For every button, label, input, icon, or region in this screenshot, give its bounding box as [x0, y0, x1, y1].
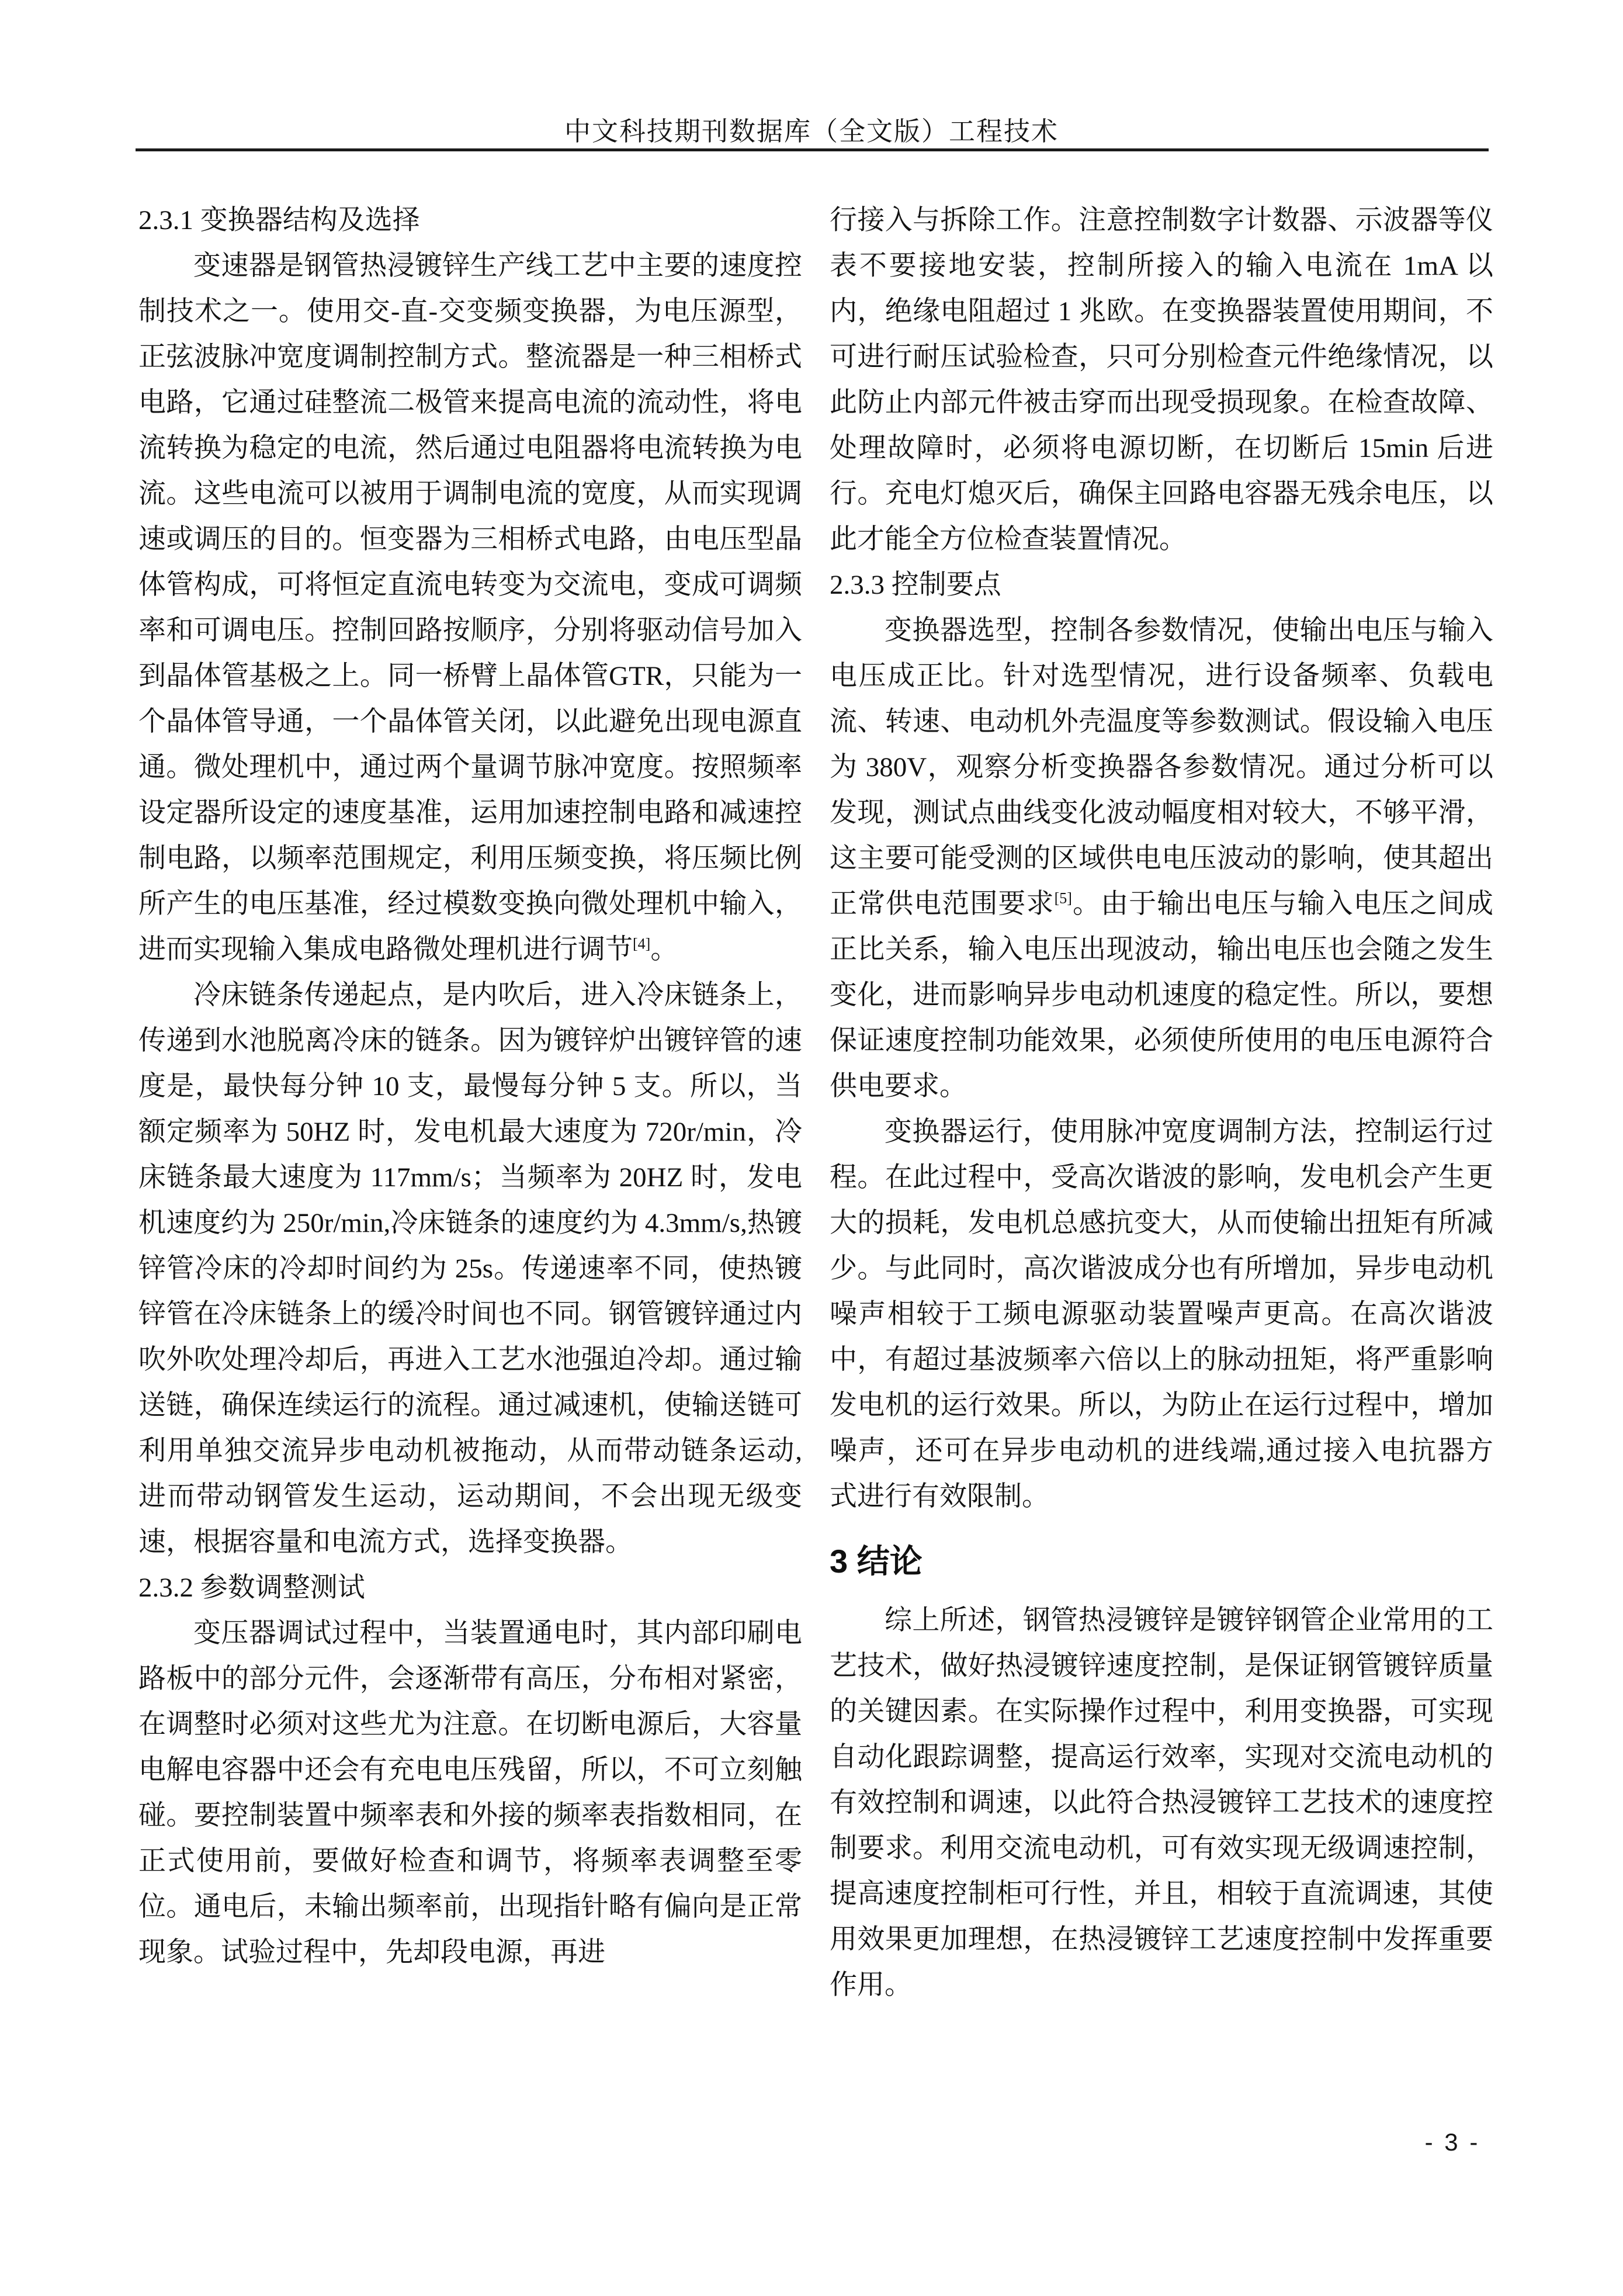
paragraph-converter-structure: 变速器是钢管热浸镀锌生产线工艺中主要的速度控制技术之一。使用交-直-交变频变换器，为电压源型，正弦波脉冲宽度调制控制方式。整流器是一种三相桥式电路，它通过硅整流二极管来提高电流的流动性，将电流转换为稳定的电流，然后通过电阻器将电流转换为电流。这些电流可以被用于调制电流的宽度，从而实现调速或调压的目的。恒变器为三相桥式电路，由电压型晶体管构成，可将恒定直流电转变为交流电，变成可调频率和可调电压。控制回路按顺序，分别将驱动信号加入到晶体管基极之上。同一桥臂上晶体管GTR，只能为一个晶体管导通，一个晶体管关闭，以此避免出现电源直通。微处理机中，通过两个量调节脉冲宽度。按照频率设定器所设定的速度基准，运用加速控制电路和减速控制电路，以频率范围规定，利用压频变换，将压频比例所产生的电压基准，经过模数变换向微处理机中输入，进而实现输入集成电路微处理机进行调节[4]。	[138, 251, 802, 965]
header-rule	[136, 148, 1489, 151]
page-number: - 3 -	[1424, 2128, 1480, 2156]
journal-header-title: 中文科技期刊数据库（全文版）工程技术	[564, 117, 1059, 146]
citation-ref: [4]	[633, 935, 651, 953]
subsection-heading-2-3-2: 2.3.2 参数调整测试	[138, 1573, 365, 1603]
citation-ref: [5]	[1054, 889, 1072, 907]
section-heading-conclusion: 3 结论	[830, 1543, 923, 1580]
left-column	[138, 198, 802, 2008]
subsection-heading-2-3-1: 2.3.1 变换器结构及选择	[138, 205, 420, 236]
paragraph-transformer-debugging: 变压器调试过程中，当装置通电时，其内部印刷电路板中的部分元件，会逐渐带有高压，分布相对紧密，在调整时必须对这些尤为注意。在切断电源后，大容量电解电容器中还会有充电电压残留，所以，不可立刻触碰。要控制装置中频率表和外接的频率表指数相同，在正式使用前，要做好检查和调节，将频率表调整至零位。通电后，未输出频率前，出现指针略有偏向是正常现象。试验过程中，先却段电源，再进	[138, 1618, 802, 1968]
page-body	[138, 198, 1494, 2008]
subsection-heading-2-3-3: 2.3.3 控制要点	[830, 570, 1001, 600]
right-column	[830, 198, 1493, 2008]
paragraph-conclusion: 综上所述，钢管热浸镀锌是镀锌钢管企业常用的工艺技术，做好热浸镀锌速度控制，是保证钢管镀锌质量的关键因素。在实际操作过程中，利用变换器，可实现自动化跟踪调整，提高运行效率，实现对交流电动机的有效控制和调速，以此符合热浸镀锌工艺技术的速度控制要求。利用交流电动机，可有效实现无级调速控制，提高速度控制柜可行性，并且，相较于直流调速，其使用效果更加理想，在热浸镀锌工艺速度控制中发挥重要作用。	[830, 1605, 1493, 2000]
paragraph-converter-operation: 变换器运行，使用脉冲宽度调制方法，控制运行过程。在此过程中，受高次谐波的影响，发电机会产生更大的损耗，发电机总感抗变大，从而使输出扭矩有所减少。与此同时，高次谐波成分也有所增加，异步电动机噪声相较于工频电源驱动装置噪声更高。在高次谐波中，有超过基波频率六倍以上的脉动扭矩，将严重影响发电机的运行效果。所以，为防止在运行过程中，增加噪声，还可在异步电动机的进线端,通过接入电抗器方式进行有效限制。	[830, 1117, 1493, 1512]
paragraph-debugging-continued: 行接入与拆除工作。注意控制数字计数器、示波器等仪表不要接地安装，控制所接入的输入电流在 1mA 以内，绝缘电阻超过 1 兆欧。在变换器装置使用期间，不可进行耐压试验检查，只可分别检查元件绝缘情况，以此防止内部元件被击穿而出现受损现象。在检查故障、处理故障时，必须将电源切断，在切断后 15min 后进行。充电灯熄灭后，确保主回路电容器无残余电压，以此才能全方位检查装置情况。	[830, 205, 1493, 555]
paragraph-cooling-bed-chain: 冷床链条传递起点，是内吹后，进入冷床链条上，传递到水池脱离冷床的链条。因为镀锌炉出镀锌管的速度是，最快每分钟 10 支，最慢每分钟 5 支。所以，当额定频率为 50HZ 时，发电机最大速度为 720r/min，冷床链条最大速度为 117mm/s；当频率为 20HZ 时，发电机速度约为 250r/min,冷床链条的速度约为 4.3mm/s,热镀锌管冷床的冷却时间约为 25s。传递速率不同，使热镀锌管在冷床链条上的缓冷时间也不同。钢管镀锌通过内吹外吹处理冷却后，再进入工艺水池强迫冷却。通过输送链，确保连续运行的流程。通过减速机，使输送链可利用单独交流异步电动机被拖动，从而带动链条运动,进而带动钢管发生运动，运动期间，不会出现无级变速，根据容量和电流方式，选择变换器。	[138, 980, 802, 1557]
paragraph-converter-selection: 变换器选型，控制各参数情况，使输出电压与输入电压成正比。针对选型情况，进行设备频率、负载电流、转速、电动机外壳温度等参数测试。假设输入电压为 380V，观察分析变换器各参数情况。通过分析可以发现，测试点曲线变化波动幅度相对较大，不够平滑，这主要可能受测的区域供电电压波动的影响，使其超出正常供电范围要求[5]。由于输出电压与输入电压之间成正比关系，输入电压出现波动，输出电压也会随之发生变化，进而影响异步电动机速度的稳定性。所以，要想保证速度控制功能效果，必须使所使用的电压电源符合供电要求。	[830, 615, 1494, 1102]
